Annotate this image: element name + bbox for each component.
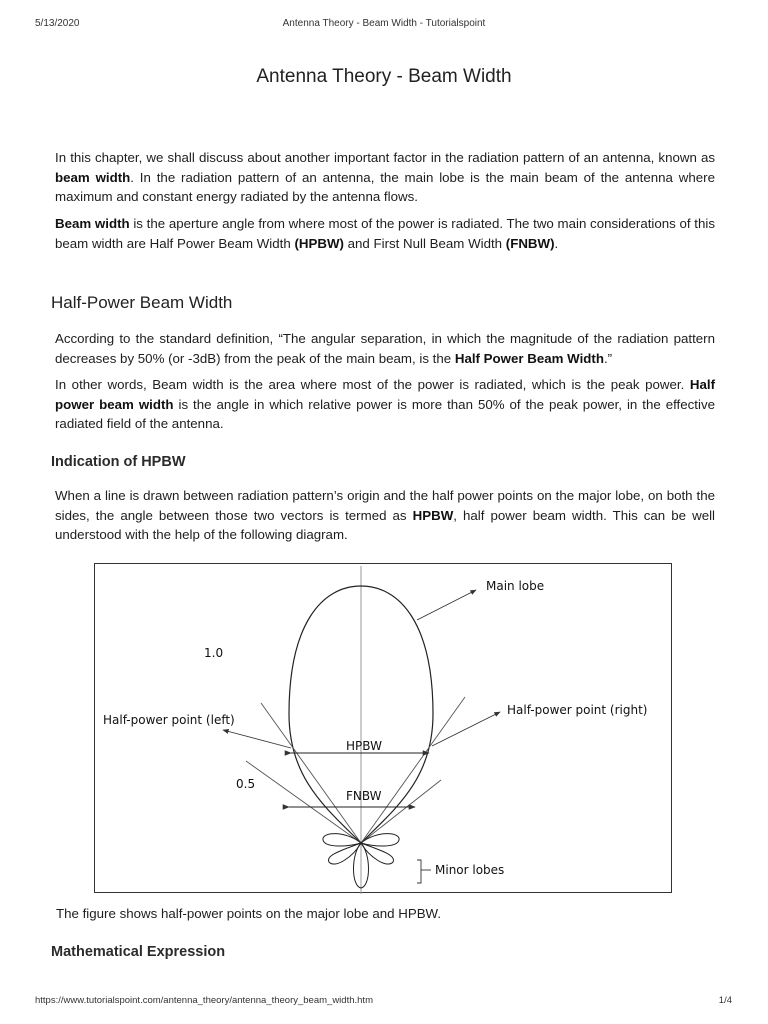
intro-paragraph-1: In this chapter, we shall discuss about another important factor in the radiation pattern of an antenna, known as beam width. In the radiation pattern of an antenna, the main lobe is the main beam of the antenna where maximum and constant energy radiated by the antenna flows.	[55, 150, 715, 204]
print-header-title: Antenna Theory - Beam Width - Tutorialspoint	[282, 18, 486, 29]
figure-caption: The figure shows half-power points on the major lobe and HPBW.	[56, 906, 442, 921]
label-fnbw: FNBW	[346, 789, 382, 803]
fnbw-line-left	[246, 761, 361, 843]
label-main-lobe: Main lobe	[486, 579, 545, 593]
radiation-pattern-svg	[95, 564, 673, 894]
label-level-1: 1.0	[204, 646, 224, 660]
main-lobe-pointer	[417, 590, 476, 620]
hpbw-paragraph-2: In other words, Beam width is the area where most of the power is radiated, which is the peak power. Half power beam width is the angle in which relative power is more than 50% of the peak power, in the effective radiated field of the antenna.	[55, 377, 715, 431]
beam-width-diagram	[94, 563, 672, 893]
print-header-date: 5/13/2020	[35, 18, 80, 29]
minor-lobes-bracket	[417, 860, 421, 883]
term-beam-width: beam width	[55, 169, 131, 185]
term-beam-width-2: Beam width	[55, 216, 130, 231]
subheading-indication: Indication of HPBW	[51, 454, 186, 470]
label-hpbw: HPBW	[346, 739, 382, 753]
hp-left-pointer	[223, 730, 291, 748]
indication-paragraph: When a line is drawn between radiation pattern’s origin and the half power points on the major lobe, on both the sides, the angle between those two vectors is termed as HPBW, half power beam width. This can be well understood with the help of the following diagram.	[55, 488, 715, 542]
hpbw-line-right	[361, 697, 465, 843]
label-minor-lobes: Minor lobes	[435, 863, 505, 877]
label-half-power-right: Half-power point (right)	[507, 703, 648, 717]
section-heading-hpbw: Half-Power Beam Width	[51, 293, 233, 312]
hpbw-paragraph-1: According to the standard definition, “The angular separation, in which the magnitude of the radiation pattern decreases by 50% (or -3dB) from the peak of the main beam, is the Half Power Beam Width.”	[55, 331, 715, 366]
intro-paragraph-2: Beam width is the aperture angle from where most of the power is radiated. The two main considerations of this beam width are Half Power Beam Width (HPBW) and First Null Beam Width (FNBW).	[55, 216, 715, 251]
label-half-power-left: Half-power point (left)	[103, 713, 235, 727]
print-footer-url: https://www.tutorialspoint.com/antenna_theory/antenna_theory_beam_width.htm	[35, 995, 373, 1006]
subheading-math: Mathematical Expression	[51, 944, 226, 960]
page-title: Antenna Theory - Beam Width	[256, 66, 512, 87]
label-level-05: 0.5	[236, 777, 256, 791]
print-footer-page-number: 1/4	[718, 995, 732, 1006]
hpbw-line-left	[261, 703, 361, 843]
